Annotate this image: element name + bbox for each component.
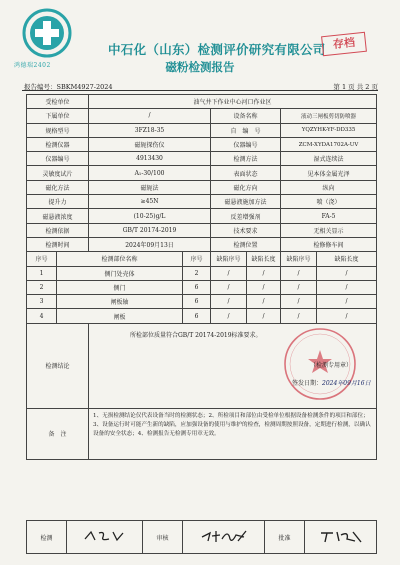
info-value: 液动三闸板剪切防喷器 <box>281 109 377 123</box>
info-value: 无相关显示 <box>281 223 377 237</box>
client-value: 油气井下作业中心河口作业区 <box>89 95 377 109</box>
table-row <box>27 266 377 280</box>
info-value: / <box>89 109 211 123</box>
info-value: 喷（浇） <box>281 195 377 209</box>
reviewer-signature <box>183 521 265 554</box>
seal-label: （检测专用章） <box>310 361 353 369</box>
info-label: 灵敏度试片 <box>27 166 89 180</box>
info-value: 纵向 <box>281 180 377 194</box>
info-row <box>27 109 377 123</box>
archive-stamp: 存档 <box>321 32 367 56</box>
part-name: 侧门处壳体 <box>57 266 183 280</box>
info-label: 检测仪器 <box>27 137 89 151</box>
signature-icon <box>198 527 250 545</box>
logo-caption: 鸿德瑞2402 <box>14 62 51 69</box>
column-header: 缺陷长度 <box>247 252 281 266</box>
info-value: (10-25)g/L <box>89 209 211 223</box>
info-label: 自 编 号 <box>211 123 281 137</box>
info-label: 提升力 <box>27 195 89 209</box>
info-label: 反差增强剂 <box>211 209 281 223</box>
signature-row <box>27 521 377 554</box>
conclusion-label: 检测结论 <box>27 323 89 408</box>
defect-length: / <box>247 266 281 280</box>
info-label: 设备名称 <box>211 109 281 123</box>
point-number: 6 <box>183 309 211 323</box>
defect-length: / <box>247 295 281 309</box>
info-label: 检测依据 <box>27 223 89 237</box>
column-header: 缺陷序号 <box>281 252 317 266</box>
point-number: 6 <box>183 280 211 294</box>
column-header: 缺陷序号 <box>211 252 247 266</box>
table-row <box>27 280 377 294</box>
info-label: 检测时间 <box>27 237 89 251</box>
info-value: 2024年09月13日 <box>89 237 211 251</box>
results-header-row <box>27 252 377 266</box>
info-row <box>27 237 377 251</box>
defect-length: / <box>317 295 377 309</box>
report-table <box>26 94 377 460</box>
info-label: 磁悬液浓度 <box>27 209 89 223</box>
reviewer-label: 审核 <box>143 521 183 554</box>
column-header: 序号 <box>183 252 211 266</box>
info-value: A₁-30/100 <box>89 166 211 180</box>
info-value: FA-5 <box>281 209 377 223</box>
info-row <box>27 195 377 209</box>
info-value: 3FZ18-35 <box>89 123 211 137</box>
page-number: 第 1 页 共 2 页 <box>333 83 378 91</box>
info-label: 磁化方向 <box>211 180 281 194</box>
company-name: 中石化（山东）检测评价研究有限公司 <box>108 42 326 57</box>
info-row <box>27 152 377 166</box>
defect-length: / <box>317 309 377 323</box>
info-value: GB/T 20174-2019 <box>89 223 211 237</box>
info-label: 检测位置 <box>211 237 281 251</box>
approver-label: 批准 <box>265 521 305 554</box>
defect-number: / <box>211 266 247 280</box>
conclusion-body <box>90 324 375 408</box>
defect-number: / <box>281 280 317 294</box>
table-row <box>27 295 377 309</box>
info-label: 规格型号 <box>27 123 89 137</box>
info-label: 下属单位 <box>27 109 89 123</box>
client-row <box>27 95 377 109</box>
info-label: 磁化方法 <box>27 180 89 194</box>
defect-number: / <box>281 266 317 280</box>
info-value: 见本体金属光泽 <box>281 166 377 180</box>
notes-row <box>27 408 377 459</box>
header-divider <box>22 90 378 91</box>
info-value: 检修修车间 <box>281 237 377 251</box>
issue-date-label: 签发日期： <box>292 379 323 387</box>
part-name: 闸板轴 <box>57 295 183 309</box>
conclusion-cell <box>89 323 377 408</box>
info-label: 磁悬液施加方法 <box>211 195 281 209</box>
column-header: 序号 <box>27 252 57 266</box>
report-title: 磁粉检测报告 <box>165 60 235 74</box>
point-number: 2 <box>183 266 211 280</box>
info-label: 仪器编号 <box>27 152 89 166</box>
inspector-signature <box>67 521 143 554</box>
table-row <box>27 309 377 323</box>
row-number: 4 <box>27 309 57 323</box>
inspector-label: 检测 <box>27 521 67 554</box>
info-value: 磁轭法 <box>89 180 211 194</box>
info-row <box>27 180 377 194</box>
column-header: 检测部位名称 <box>57 252 183 266</box>
client-label: 受检单位 <box>27 95 89 109</box>
row-number: 3 <box>27 295 57 309</box>
defect-length: / <box>247 280 281 294</box>
defect-number: / <box>211 309 247 323</box>
report-number: 报告编号：SBKM4927-2024 <box>24 83 113 91</box>
info-label: 技术要求 <box>211 223 281 237</box>
info-value: 湿式连续法 <box>281 152 377 166</box>
info-value: ZCM-XYDA1702A-UV <box>281 137 377 151</box>
info-row <box>27 223 377 237</box>
info-value: YQZYHK-YF-DD335 <box>281 123 377 137</box>
point-number: 6 <box>183 295 211 309</box>
defect-length: / <box>247 309 281 323</box>
info-label: 仪器编号 <box>211 137 281 151</box>
part-name: 侧门 <box>57 280 183 294</box>
defect-length: / <box>317 280 377 294</box>
notes-text: 1、无损检测结论仅代表设备当时的检测状态；2、所检项目和部位由受检单位根据设备检测条件的项目和部位；3、设备运行时可能产生新的缺陷，应加强设备的使用与维护的检查，检测周期按照设备，定期进行检测，以确认设备的安全状态；4、检测报告无检测专用章无效。 <box>89 408 377 459</box>
defect-number: / <box>281 295 317 309</box>
issue-date-line <box>292 378 371 387</box>
info-row <box>27 123 377 137</box>
defect-number: / <box>211 295 247 309</box>
signature-icon <box>315 527 367 545</box>
defect-length: / <box>317 266 377 280</box>
company-logo-icon <box>22 8 72 58</box>
approver-signature <box>305 521 377 554</box>
defect-number: / <box>281 309 317 323</box>
info-value: 磁轭探伤仪 <box>89 137 211 151</box>
signature-table <box>26 520 377 554</box>
info-value: 4913430 <box>89 152 211 166</box>
conclusion-text: 所检部位质量符合GB/T 20174-2019标准要求。 <box>130 331 262 339</box>
column-header: 缺陷长度 <box>317 252 377 266</box>
defect-number: / <box>211 280 247 294</box>
notes-label: 备 注 <box>27 408 89 459</box>
info-row <box>27 166 377 180</box>
part-name: 闸板 <box>57 309 183 323</box>
signature-icon <box>79 527 131 545</box>
issue-date-value: 2024年09月16日 <box>322 379 371 387</box>
info-row <box>27 137 377 151</box>
info-row <box>27 209 377 223</box>
info-label: 表面状态 <box>211 166 281 180</box>
row-number: 2 <box>27 280 57 294</box>
conclusion-row <box>27 323 377 408</box>
row-number: 1 <box>27 266 57 280</box>
info-label: 检测方法 <box>211 152 281 166</box>
info-value: ≥45N <box>89 195 211 209</box>
